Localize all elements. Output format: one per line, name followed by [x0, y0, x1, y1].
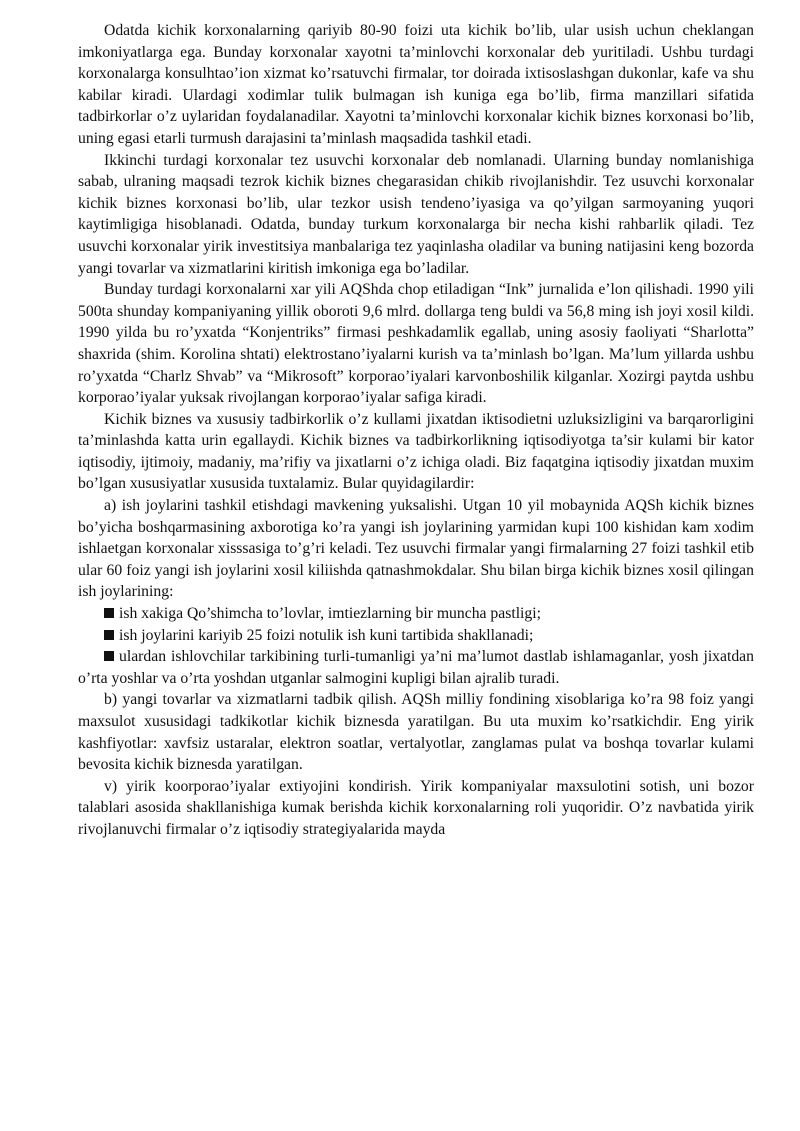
bullet-item-1 — [78, 603, 754, 625]
paragraph-6: b) yangi tovarlar va xizmatlarni tadbik qilish. AQSh milliy fondining xisoblariga ko’ra 98 foiz yangi maxsulot xususidagi tadkikotlar kichik biznesda yaratilgan. Bu uta muxim ko’rsatkichdir. Eng yirik kashfiyotlar: xavfsiz ustaralar, elektron soatlar, vertalyotlar, zanglamas pulat va boshqa tovarlar kulami bevosita kichik biznesda yaratilgan. — [78, 691, 754, 774]
paragraph-7: v) yirik koorporao’iyalar extiyojini kondirish. Yirik kompaniyalar maxsulotini sotish, uni bozor talablari asosida shakllanishiga kumak berishda kichik korxonalarning roli yuqoridir. O’z navbatida yirik rivojlanuvchi firmalar o’z iqtisodiy strategiyalarida mayda — [78, 777, 754, 838]
black-square-bullet-icon — [104, 630, 114, 640]
bullet-item-2 — [78, 625, 754, 647]
bullet-text-1: ish xakiga Qo’shimcha to’lovlar, imtiezlarning bir muncha pastligi; — [119, 605, 541, 623]
black-square-bullet-icon — [104, 608, 114, 618]
black-square-bullet-icon — [104, 651, 114, 661]
bullet-text-2: ish joylarini kariyib 25 foizi notulik ish kuni tartibida shakllanadi; — [119, 626, 534, 644]
bullet-text-3: ulardan ishlovchilar tarkibining turli-tumanligi ya’ni ma’lumot dastlab ishlamaganlar, yosh jixatdan o’rta yoshlar va o’rta yoshdan utganlar salmogini kupligi bilan ajralib turadi. — [78, 648, 754, 687]
bullet-item-3 — [78, 646, 754, 689]
paragraph-5: a) ish joylarini tashkil etishdagi mavkening yuksalishi. Utgan 10 yil mobaynida AQSh kichik biznes bo’yicha boshqarmasining axborotiga ko’ra yangi ish joylarining yarmidan kupi 100 kishidan kam xodim ishlaetgan korxonalar xisssasiga to’g’ri keladi. Tez usuvchi firmalar yangi firmalarning 27 foizi tashkil etib ular 60 foiz yangi ish joylarini xosil kiliishda qatnashmokdalar. Shu bilan birga kichik biznes xosil qilingan ish joylarining: — [78, 497, 754, 601]
paragraph-2: Ikkinchi turdagi korxonalar tez usuvchi korxonalar deb nomlanadi. Ularning bunday nomlanishiga sabab, ulraning maqsadi tezrok kichik biznes chegarasidan chikib rivojlanishdir. Tez usuvchi korxonalar kichik biznes korxonasi bo’lib, ular tezkor usish tendeno’iyasiga va qo’yilgan sarmoyaning yuqori kaytimligiga hisoblanadi. Odatda, bunday turkum korxonalarga bir necha kishi rahbarlik qiladi. Tez usuvchi korxonalar yirik investitsiya manbalariga tez yaqinlasha oladilar va buning natijasini keng bozorda yangi tovarlar va xizmatlarini kiritish imkoniga ega bo’ladilar. — [78, 151, 754, 277]
paragraph-4: Kichik biznes va xususiy tadbirkorlik o’z kullami jixatdan iktisodietni uzluksizligini va barqarorligini ta’minlashda katta urin egallaydi. Kichik biznes va tadbirkorlikning iqtisodiyotga ta’sir kulami bir kator iqtisodiy, ijtimoiy, madaniy, ma’rifiy va jixatlarni o’z ichiga oladi. Biz faqatgina iqtisodiy jixatdan muxim bo’lgan xususiyatlar xususida tuxtalamiz. Bular quyidagilardir: — [78, 410, 754, 493]
paragraph-3: Bunday turdagi korxonalarni xar yili AQShda chop etiladigan “Ink” jurnalida e’lon qilishadi. 1990 yili 500ta shunday kompaniyaning yillik oboroti 9,6 mlrd. dollarga teng buldi va 56,8 ming ish joyi xosil kildi. 1990 yilda bu ro’yxatda “Konjentriks” firmasi peshkadamlik egallab, uning asosiy faoliyati “Sharlotta” shaxrida (shim. Korolina shtati) elektrostano’iyalarni kurish va ta’minlash bo’lgan. Ma’lum yillarda ushbu ro’yxatda “Charlz Shvab” va “Mikrosoft” korporao’iyalari karvonboshilik kilganlar. Xozirgi paytda ushbu korporao’iyalar yuksak rivojlangan korporao’iyalar safiga kiradi. — [78, 281, 754, 407]
paragraph-1: Odatda kichik korxonalarning qariyib 80-90 foizi uta kichik bo’lib, ular usish uchun cheklangan imkoniyatlarga ega. Bunday korxonalar xayotni ta’minlovchi korxonalar deb yuritiladi. Ushbu turdagi korxonalarga konsulhtao’ion xizmat ko’rsatuvchi firmalar, tor doirada ixtisoslashgan dukonlar, kafe va shu kabilar kiradi. Ulardagi xodimlar tulik bulmagan ish kuniga ega bo’lib, firma manzillari sifatida tadbirkorlar o’z uylaridan foydalanadilar. Xayotni ta’minlovchi korxonalar kichik biznes korxonasi bo’lib, uning egasi etarli turmush darajasini ta’minlash maqsadida tashkil etadi. — [78, 22, 754, 147]
document-page — [78, 20, 754, 841]
